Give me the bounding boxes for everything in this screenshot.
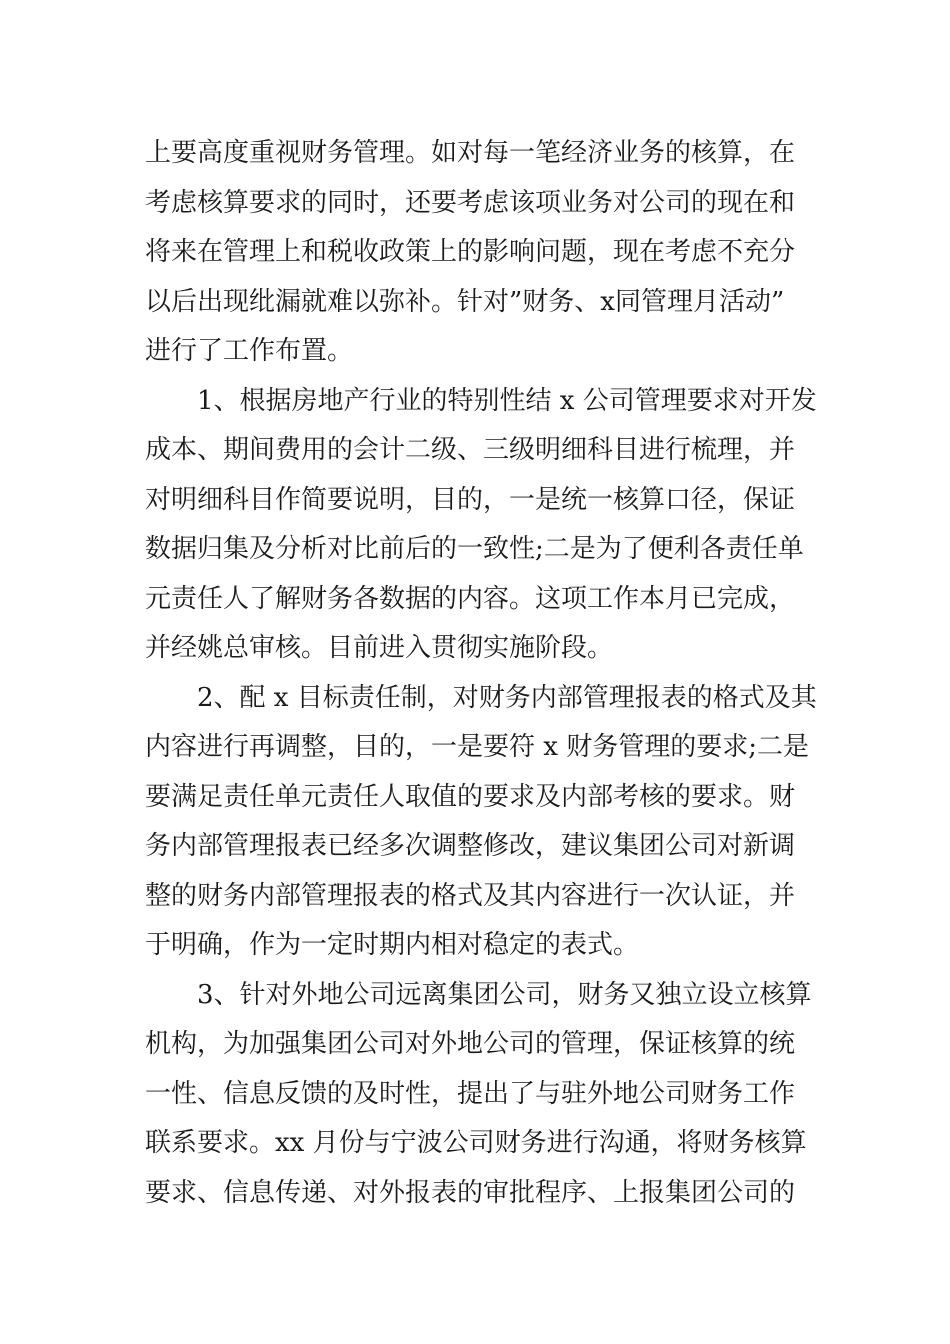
text-line: 将来在管理上和税收政策上的影响问题，现在考虑不充分 <box>145 237 796 267</box>
text-line: 以后出现纰漏就难以弥补。针对”财务、x同管理月活动” <box>145 286 785 317</box>
text-line: 机构，为加强集团公司对外地公司的管理，保证核算的统 <box>145 1029 796 1059</box>
text-line: 于明确，作为一定时期内相对稳定的表式。 <box>145 930 640 960</box>
text-line: 一性、信息反馈的及时性，提出了与驻外地公司财务工作 <box>145 1078 796 1109</box>
text-line: 数据归集及分析对比前后的一致性;二是为了便利各责任单 <box>145 534 804 564</box>
text-line: 内容进行再调整，目的，一是要符 x 财务管理的要求;二是 <box>145 732 809 762</box>
text-line: 务内部管理报表已经多次调整修改，建议集团公司对新调 <box>145 831 796 861</box>
text-line: 进行了工作布置。 <box>145 336 354 366</box>
paragraph-2-first-line: 2、配 x 目标责任制，对财务内部管理报表的格式及其 <box>197 682 817 713</box>
text-line: 成本、期间费用的会计二级、三级明细科目进行梳理，并 <box>145 435 796 465</box>
text-line: 对明细科目作简要说明，目的，一是统一核算口径，保证 <box>145 484 796 515</box>
paragraph-1-first-line: 1、根据房地产行业的特别性结 x 公司管理要求对开发 <box>197 385 817 416</box>
text-line: 整的财务内部管理报表的格式及其内容进行一次认证，并 <box>145 880 796 911</box>
paragraph-3-first-line: 3、针对外地公司远离集团公司，财务又独立设立核算 <box>197 979 812 1010</box>
text-line: 并经姚总审核。目前进入贯彻实施阶段。 <box>145 633 614 663</box>
text-line: 考虑核算要求的同时，还要考虑该项业务对公司的现在和 <box>145 187 796 218</box>
document-body <box>145 129 817 1218</box>
text-line: 联系要求。xx 月份与宁波公司财务进行沟通，将财务核算 <box>145 1128 807 1158</box>
text-line: 要满足责任单元责任人取值的要求及内部考核的要求。财 <box>145 781 796 812</box>
text-line: 上要高度重视财务管理。如对每一笔经济业务的核算，在 <box>145 138 796 168</box>
text-line: 元责任人了解财务各数据的内容。这项工作本月已完成， <box>145 583 796 614</box>
text-line: 要求、信息传递、对外报表的审批程序、上报集团公司的 <box>145 1177 796 1208</box>
